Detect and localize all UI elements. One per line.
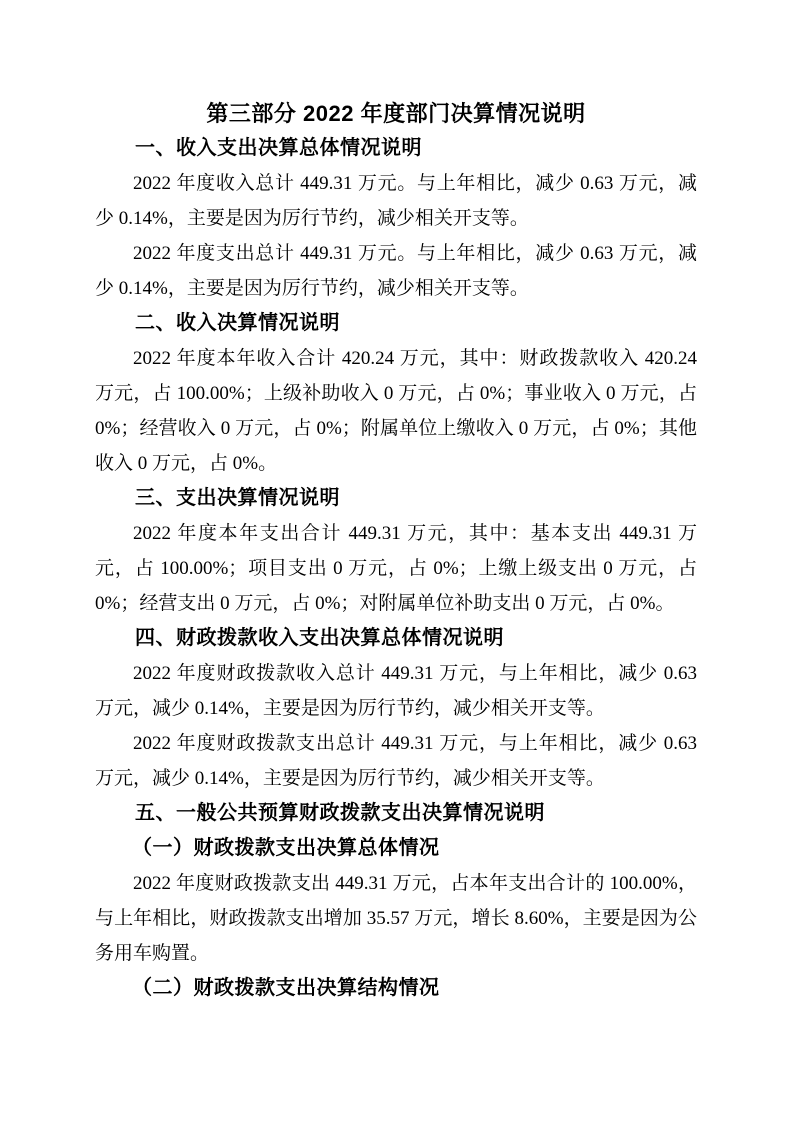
subsection-heading-fiscal-expenditure-structure: （二）财政拨款支出决算结构情况	[132, 977, 440, 999]
paragraph-income-breakdown: 2022 年度本年收入合计 420.24 万元，其中：财政拨款收入 420.24 万元，占 100.00%；上级补助收入 0 万元，占 0%；事业收入 0 万元，占 0%；经营收入 0 万元，占 0%；附属单位上缴收入 0 万元，占 0%；其他收入 0 万元，占 0%。	[95, 348, 697, 474]
paragraph-fiscal-expenditure-total: 2022 年度财政拨款支出总计 449.31 万元，与上年相比，减少 0.63 万元，减少 0.14%，主要是因为厉行节约，减少相关开支等。	[95, 733, 697, 789]
paragraph-expenditure-breakdown: 2022 年度本年支出合计 449.31 万元，其中：基本支出 449.31 万元，占 100.00%；项目支出 0 万元，占 0%；上缴上级支出 0 万元，占 0%；经营支出 0 万元，占 0%；对附属单位补助支出 0 万元，占 0%。	[95, 523, 697, 614]
document-title: 第三部分 2022 年度部门决算情况说明	[206, 101, 586, 126]
paragraph-total-income: 2022 年度收入总计 449.31 万元。与上年相比，减少 0.63 万元，减少 0.14%，主要是因为厉行节约，减少相关开支等。	[95, 173, 697, 229]
section-heading-fiscal-appropriation-overall: 四、财政拨款收入支出决算总体情况说明	[135, 627, 504, 649]
subsection-heading-fiscal-expenditure-overall: （一）财政拨款支出决算总体情况	[132, 837, 440, 859]
section-heading-general-public-budget: 五、一般公共预算财政拨款支出决算情况说明	[135, 802, 545, 824]
section-heading-expenditure-accounts: 三、支出决算情况说明	[135, 487, 340, 509]
paragraph-total-expenditure: 2022 年度支出总计 449.31 万元。与上年相比，减少 0.63 万元，减少 0.14%，主要是因为厉行节约，减少相关开支等。	[95, 243, 697, 299]
section-heading-income-accounts: 二、收入决算情况说明	[135, 312, 340, 334]
paragraph-fiscal-income-total: 2022 年度财政拨款收入总计 449.31 万元，与上年相比，减少 0.63 万元，减少 0.14%，主要是因为厉行节约，减少相关开支等。	[95, 663, 697, 719]
section-heading-income-expenditure-overall: 一、收入支出决算总体情况说明	[135, 137, 422, 159]
paragraph-fiscal-expenditure-detail: 2022 年度财政拨款支出 449.31 万元，占本年支出合计的 100.00%，与上年相比，财政拨款支出增加 35.57 万元，增长 8.60%，主要是因为公务用车购置。	[95, 873, 697, 964]
